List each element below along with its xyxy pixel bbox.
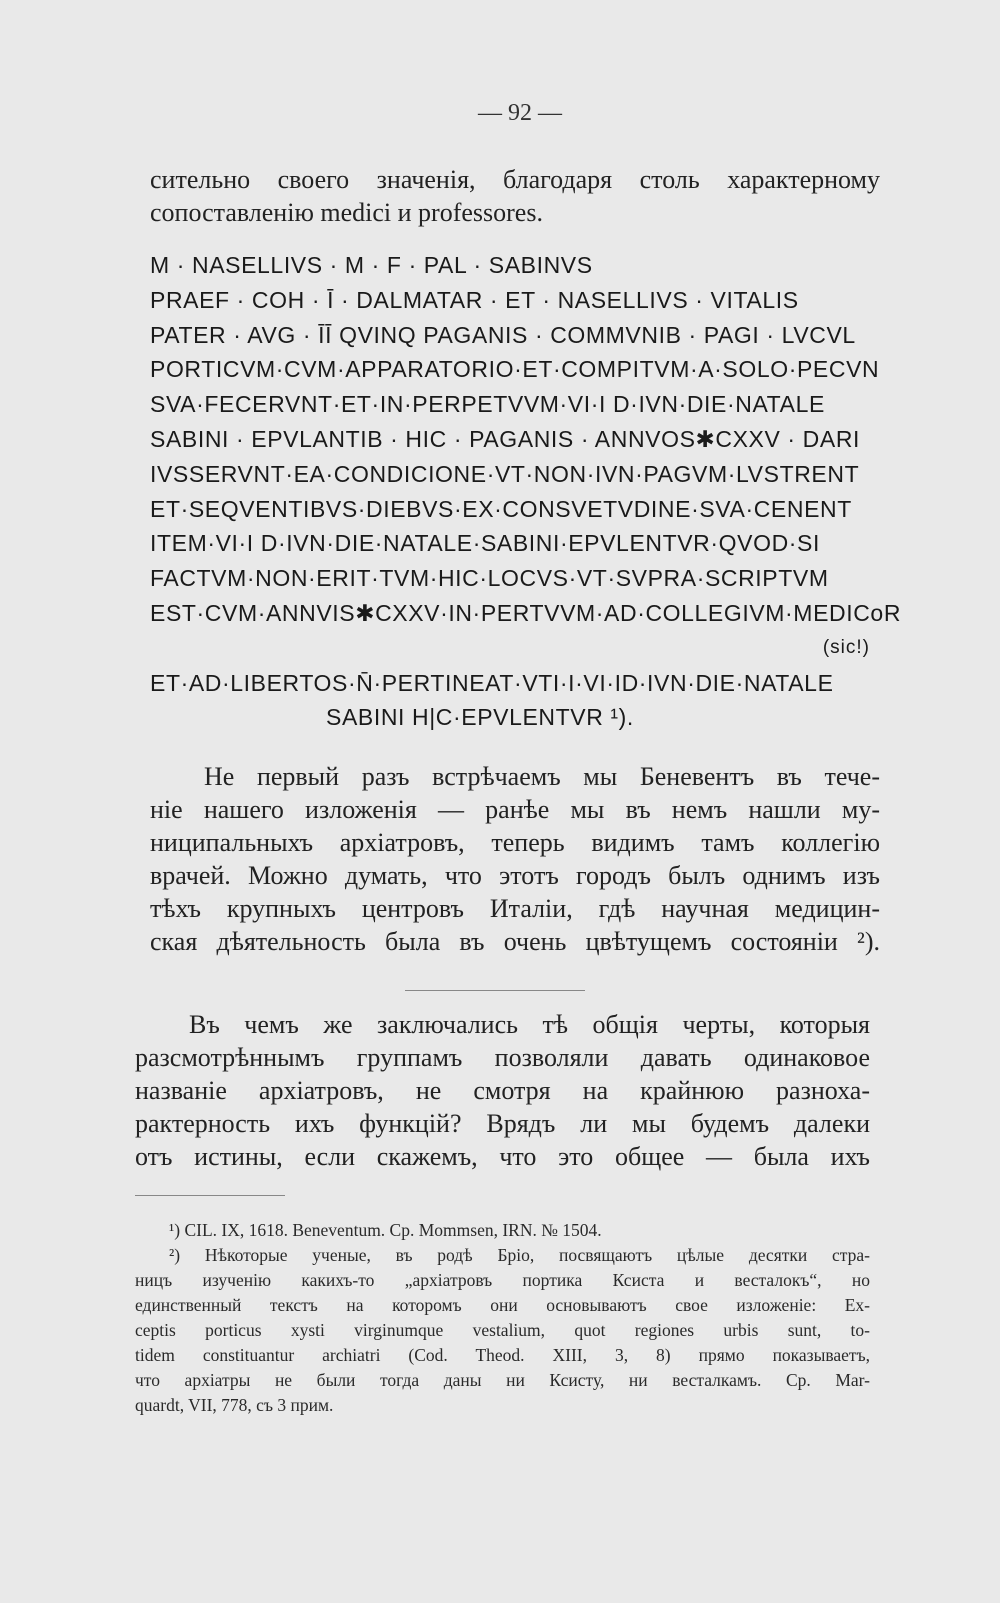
text-line: ниципальныхъ архіатровъ, теперь видимъ тамъ коллегію — [150, 828, 880, 857]
text-line: разсмотрѣннымъ группамъ позволяли давать одинаковое — [135, 1043, 870, 1072]
text-line: названіе архіатровъ, не смотря на крайнюю разноха- — [135, 1076, 870, 1105]
latin-inscription — [150, 248, 902, 735]
inscription-line: M · NASELLIVS · M · F · PAL · SABINVS — [150, 252, 593, 278]
text-line: врачей. Можно думать, что этотъ городъ былъ однимъ изъ — [150, 861, 880, 890]
text-line: отъ истины, если скажемъ, что это общее — была ихъ — [135, 1142, 870, 1171]
inscription-line: PATER · AVG · ĪĪ QVINQ PAGANIS · COMMVNIB · PAGI · LVCVL — [150, 321, 856, 348]
inscription-line: PRAEF · COH · Ī · DALMATAR · ET · NASELLIVS · VITALIS — [150, 286, 799, 313]
footnote-2-line: что архіатры не были тогда даны ни Ксисту, ни весталкамъ. Ср. Mar- — [135, 1370, 870, 1390]
text-line: Не первый разъ встрѣчаемъ мы Беневентъ въ тече- — [204, 762, 880, 791]
text-line: тѣхъ крупныхъ центровъ Италіи, гдѣ научная медицин- — [150, 894, 880, 923]
footnote-2-line: ²) Нѣкоторые ученые, въ родѣ Бріо, посвящаютъ цѣлые десятки стра- — [169, 1245, 870, 1265]
inscription-line: ET·SEQVENTIBVS·DIEBVS·EX·CONSVETVDINE·SVA·CENENT — [150, 495, 852, 522]
footnote-2-line: ceptis porticus xysti virginumque vestalium, quot regiones urbis sunt, to- — [135, 1320, 870, 1340]
inscription-line: ET·AD·LIBERTOS·N̄·PERTINEAT·VTI·I·VI·ID·IVN·DIE·NATALE — [150, 669, 834, 696]
inscription-line: ITEM·VI·I D·IVN·DIE·NATALE·SABINI·EPVLENTVR·QVOD·SI — [150, 530, 820, 557]
inscription-line: PORTICVM·CVM·APPARATORIO·ET·COMPITVM·A·SOLO·PECVN — [150, 356, 880, 383]
footnote-rule — [135, 1195, 285, 1196]
inscription-line: FACTVM·NON·ERIT·TVM·HIC·LOCVS·VT·SVPRA·SCRIPTVM — [150, 565, 829, 592]
inscription-line: EST·CVM·ANNVIS✱CXXV·IN·PERTVVM·AD·COLLEGIVM·MEDICoR — [150, 599, 902, 626]
inscription-line: SVA·FECERVNT·ET·IN·PERPETVVM·VI·I D·IVN·DIE·NATALE — [150, 391, 825, 418]
page-number: — 92 — — [478, 100, 562, 126]
paragraph-archiatri — [135, 1008, 870, 1173]
sic-note: (sic!) — [822, 636, 870, 658]
footnotes — [135, 1218, 870, 1418]
footnote-2-line: tidem constituantur archiatri (Cod. Theod. XIII, 3, 8) прямо показываетъ, — [135, 1345, 870, 1365]
footnote-1: ¹) CIL. IX, 1618. Beneventum. Ср. Mommsen, IRN. № 1504. — [169, 1220, 602, 1240]
inscription-line: SABINI H|C·EPVLENTVR ¹). — [326, 704, 634, 731]
text-line: сопоставленію medici и professores. — [150, 198, 543, 227]
intro-text — [150, 163, 880, 229]
paragraph-benevent — [150, 760, 880, 958]
text-line: Въ чемъ же заключались тѣ общія черты, которыя — [189, 1010, 870, 1039]
footnote-2-line: ницъ изученію какихъ-то „архіатровъ портика Ксиста и весталокъ“, но — [135, 1270, 870, 1290]
text-line: ская дѣятельность была въ очень цвѣтущемъ состояніи ²). — [150, 927, 880, 956]
text-line: рактерность ихъ функцій? Врядъ ли мы будемъ далеки — [135, 1109, 870, 1138]
text-line: сительно своего значенія, благодаря столь характерному — [150, 165, 880, 194]
footnote-2-line: quardt, VII, 778, съ 3 прим. — [135, 1395, 334, 1415]
footnote-2-line: единственный текстъ на которомъ они основываютъ свое изложеніе: Ex- — [135, 1295, 870, 1315]
inscription-line: IVSSERVNT·EA·CONDICIONE·VT·NON·IVN·PAGVM·LVSTRENT — [150, 460, 860, 487]
section-divider — [405, 990, 585, 991]
text-line: ніе нашего изложенія — ранѣе мы въ немъ нашли му- — [150, 795, 880, 824]
inscription-line: SABINI · EPVLANTIB · HIC · PAGANIS · ANNVOS✱CXXV · DARI — [150, 425, 861, 452]
